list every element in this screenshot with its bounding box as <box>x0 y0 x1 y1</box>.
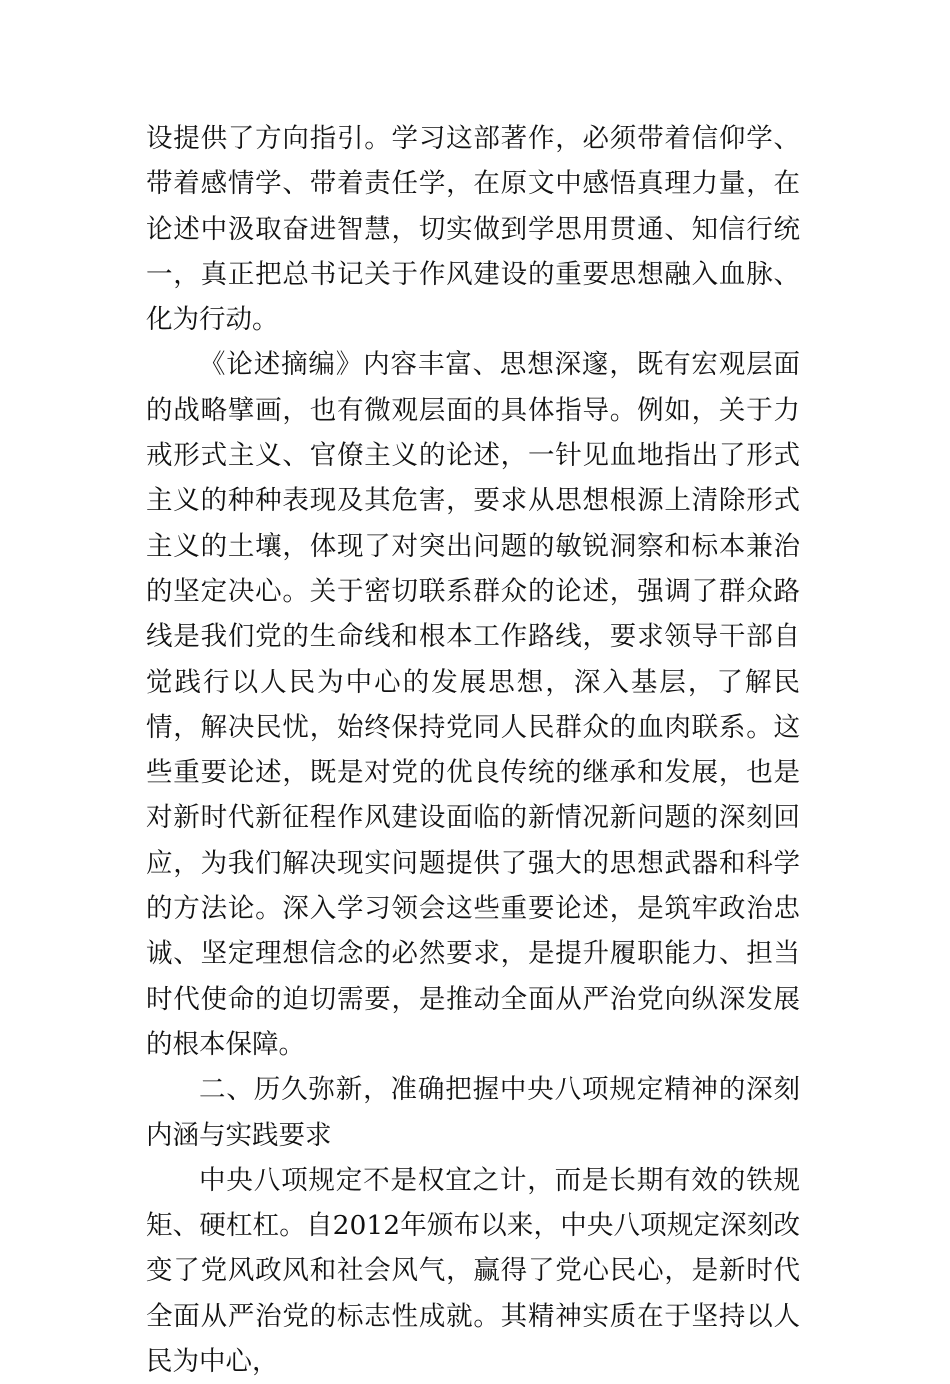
section-heading-two: 二、历久弥新，准确把握中央八项规定精神的深刻内涵与实践要求 <box>146 1074 800 1151</box>
paragraph-continuation: 设提供了方向指引。学习这部著作，必须带着信仰学、带着感情学、带着责任学，在原文中感悟真理力量，在论述中汲取奋进智慧，切实做到学思用贯通、知信行统一，真正把总书记关于作风建设的重要思想融入血脉、化为行动。 <box>146 123 800 336</box>
paragraph-eight-regulations: 中央八项规定不是权宜之计，而是长期有效的铁规矩、硬杠杠。自2012年颁布以来，中央八项规定深刻改变了党风政风和社会风气，赢得了党心民心，是新时代全面从严治党的标志性成就。其精神实质在于坚持以人民为中心， <box>146 1164 800 1378</box>
paragraph-lunshu-zhaibian: 《论述摘编》内容丰富、思想深邃，既有宏观层面的战略擘画，也有微观层面的具体指导。例如，关于力戒形式主义、官僚主义的论述，一针见血地指出了形式主义的种种表现及其危害，要求从思想根源上清除形式主义的土壤，体现了对突出问题的敏锐洞察和标本兼治的坚定决心。关于密切联系群众的论述，强调了群众路线是我们党的生命线和根本工作路线，要求领导干部自觉践行以人民为中心的发展思想，深入基层，了解民情，解决民忧，始终保持党同人民群众的血肉联系。这些重要论述，既是对党的优良传统的继承和发展，也是对新时代新征程作风建设面临的新情况新问题的深刻回应，为我们解决现实问题提供了强大的思想武器和科学的方法论。深入学习领会这些重要论述，是筑牢政治忠诚、坚定理想信念的必然要求，是提升履职能力、担当时代使命的迫切需要，是推动全面从严治党向纵深发展的根本保障。 <box>146 349 800 1060</box>
document-body <box>146 116 800 1384</box>
